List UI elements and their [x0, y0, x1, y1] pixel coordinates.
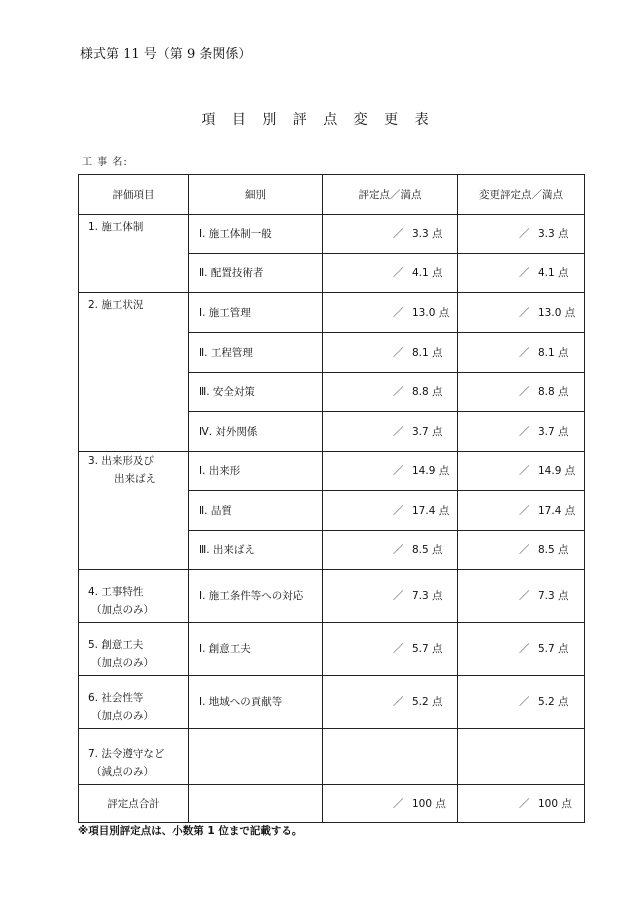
group-label-cell [79, 676, 189, 729]
score-cell [323, 570, 458, 623]
score-value: 7.3 点 [538, 590, 569, 602]
document-title: 項 目 別 評 点 変 更 表 [201, 112, 435, 128]
score-separator: ／ [519, 544, 530, 556]
group-label-cell [79, 293, 189, 452]
score-separator: ／ [393, 306, 404, 319]
score-cell [323, 531, 458, 570]
changed-score-cell [458, 293, 585, 333]
changed-score-cell [458, 729, 585, 785]
score-cell [323, 452, 458, 491]
footnote: ※項目別評定点は、小数第 1 位まで記載する。 [78, 825, 303, 837]
item-name-cell: Ⅳ. 対外関係 [189, 412, 323, 452]
score-value: 13.0 点 [412, 306, 450, 319]
total-changed-score-cell [458, 785, 585, 823]
changed-score-cell [458, 531, 585, 570]
group-label-line: 6. 社会性等 [88, 692, 144, 704]
item-name-cell: Ⅰ. 施工体制一般 [189, 215, 323, 254]
changed-score-cell [458, 491, 585, 531]
score-separator: ／ [393, 504, 404, 517]
changed-score-cell [458, 254, 585, 293]
group-label-cell [79, 215, 189, 293]
item-name-cell: Ⅱ. 配置技術者 [189, 254, 323, 293]
table-row [79, 676, 585, 729]
score-value: 8.8 点 [538, 386, 569, 398]
score-value: 5.2 点 [412, 696, 443, 708]
score-value: 8.5 点 [538, 544, 569, 556]
changed-score-cell [458, 333, 585, 373]
score-separator: ／ [393, 696, 404, 708]
score-value: 100 点 [538, 797, 572, 810]
changed-score-cell [458, 676, 585, 729]
score-value: 4.1 点 [412, 267, 443, 279]
score-separator: ／ [393, 267, 404, 279]
item-name-cell: Ⅰ. 施工管理 [189, 293, 323, 333]
changed-score-cell [458, 570, 585, 623]
form-number: 様式第 11 号（第 9 条関係） [80, 47, 252, 62]
score-table [78, 174, 585, 823]
score-cell [323, 412, 458, 452]
score-separator: ／ [393, 346, 404, 359]
group-label-line: 3. 出来形及び [88, 455, 154, 467]
score-separator: ／ [519, 267, 530, 279]
score-value: 8.1 点 [538, 346, 569, 359]
group-label-line: （加点のみ） [91, 657, 154, 669]
group-label-line: 2. 施工状況 [88, 299, 144, 311]
score-separator: ／ [519, 425, 530, 438]
item-name-cell: Ⅱ. 品質 [189, 491, 323, 531]
score-separator: ／ [519, 797, 530, 810]
total-score-cell [323, 785, 458, 823]
table-row [79, 452, 585, 491]
score-cell [323, 729, 458, 785]
score-cell [323, 623, 458, 676]
item-name-cell: Ⅱ. 工程管理 [189, 333, 323, 373]
group-label-line: 5. 創意工夫 [88, 639, 144, 651]
group-label-cell [79, 452, 189, 570]
score-separator: ／ [393, 465, 404, 477]
group-label-cell [79, 570, 189, 623]
score-separator: ／ [519, 386, 530, 398]
table-body [79, 215, 585, 823]
score-cell [323, 676, 458, 729]
score-separator: ／ [519, 590, 530, 602]
changed-score-cell [458, 452, 585, 491]
item-name-cell: Ⅰ. 地域への貢献等 [189, 676, 323, 729]
table-row [79, 729, 585, 785]
score-separator: ／ [519, 346, 530, 359]
group-label-line: 4. 工事特性 [88, 586, 144, 598]
total-label-cell: 評定点合計 [79, 785, 189, 823]
score-value: 4.1 点 [538, 267, 569, 279]
score-separator: ／ [519, 643, 530, 655]
score-value: 5.7 点 [538, 643, 569, 655]
group-label-line: 7. 法令遵守など [88, 748, 165, 760]
score-cell [323, 215, 458, 254]
score-value: 14.9 点 [538, 465, 576, 477]
score-cell [323, 491, 458, 531]
score-value: 5.2 点 [538, 696, 569, 708]
group-label-line: 出来ばえ [114, 473, 156, 485]
item-name-cell [189, 729, 323, 785]
score-separator: ／ [393, 228, 404, 240]
table-row [79, 215, 585, 254]
table-total-row [79, 785, 585, 823]
score-value: 100 点 [412, 797, 446, 810]
score-value: 8.5 点 [412, 544, 443, 556]
group-label-cell [79, 729, 189, 785]
score-value: 7.3 点 [412, 590, 443, 602]
group-label-line: （加点のみ） [91, 604, 154, 616]
score-cell [323, 373, 458, 412]
table-row [79, 623, 585, 676]
total-subcategory-cell [189, 785, 323, 823]
table-header-row [79, 175, 585, 215]
score-value: 3.7 点 [412, 425, 443, 438]
item-name-cell: Ⅲ. 安全対策 [189, 373, 323, 412]
changed-score-cell [458, 215, 585, 254]
score-separator: ／ [393, 425, 404, 438]
table-row [79, 293, 585, 333]
header-changed-score: 変更評定点／満点 [458, 175, 585, 215]
score-separator: ／ [519, 696, 530, 708]
score-cell [323, 293, 458, 333]
score-value: 3.3 点 [538, 228, 569, 240]
group-label-line: （減点のみ） [91, 766, 154, 778]
score-value: 3.7 点 [538, 425, 569, 438]
score-cell [323, 333, 458, 373]
score-separator: ／ [519, 306, 530, 319]
score-value: 8.8 点 [412, 386, 443, 398]
item-name-cell: Ⅰ. 創意工夫 [189, 623, 323, 676]
project-name-label: 工 事 名: [82, 157, 128, 168]
score-separator: ／ [393, 643, 404, 655]
table-row [79, 570, 585, 623]
header-subcategory: 細別 [189, 175, 323, 215]
changed-score-cell [458, 412, 585, 452]
score-separator: ／ [393, 544, 404, 556]
changed-score-cell [458, 373, 585, 412]
score-value: 17.4 点 [412, 504, 450, 517]
score-cell [323, 254, 458, 293]
group-label-cell [79, 623, 189, 676]
group-label-line: （加点のみ） [91, 710, 154, 722]
item-name-cell: Ⅰ. 出来形 [189, 452, 323, 491]
score-separator: ／ [519, 465, 530, 477]
score-value: 5.7 点 [412, 643, 443, 655]
item-name-cell: Ⅰ. 施工条件等への対応 [189, 570, 323, 623]
changed-score-cell [458, 623, 585, 676]
header-score: 評定点／満点 [323, 175, 458, 215]
score-separator: ／ [519, 228, 530, 240]
header-evaluation-item: 評価項目 [79, 175, 189, 215]
score-value: 3.3 点 [412, 228, 443, 240]
score-separator: ／ [393, 590, 404, 602]
score-value: 17.4 点 [538, 504, 576, 517]
group-label-line: 1. 施工体制 [88, 221, 144, 233]
score-value: 13.0 点 [538, 306, 576, 319]
score-separator: ／ [393, 386, 404, 398]
item-name-cell: Ⅲ. 出来ばえ [189, 531, 323, 570]
score-value: 14.9 点 [412, 465, 450, 477]
score-value: 8.1 点 [412, 346, 443, 359]
score-separator: ／ [519, 504, 530, 517]
score-separator: ／ [393, 797, 404, 810]
